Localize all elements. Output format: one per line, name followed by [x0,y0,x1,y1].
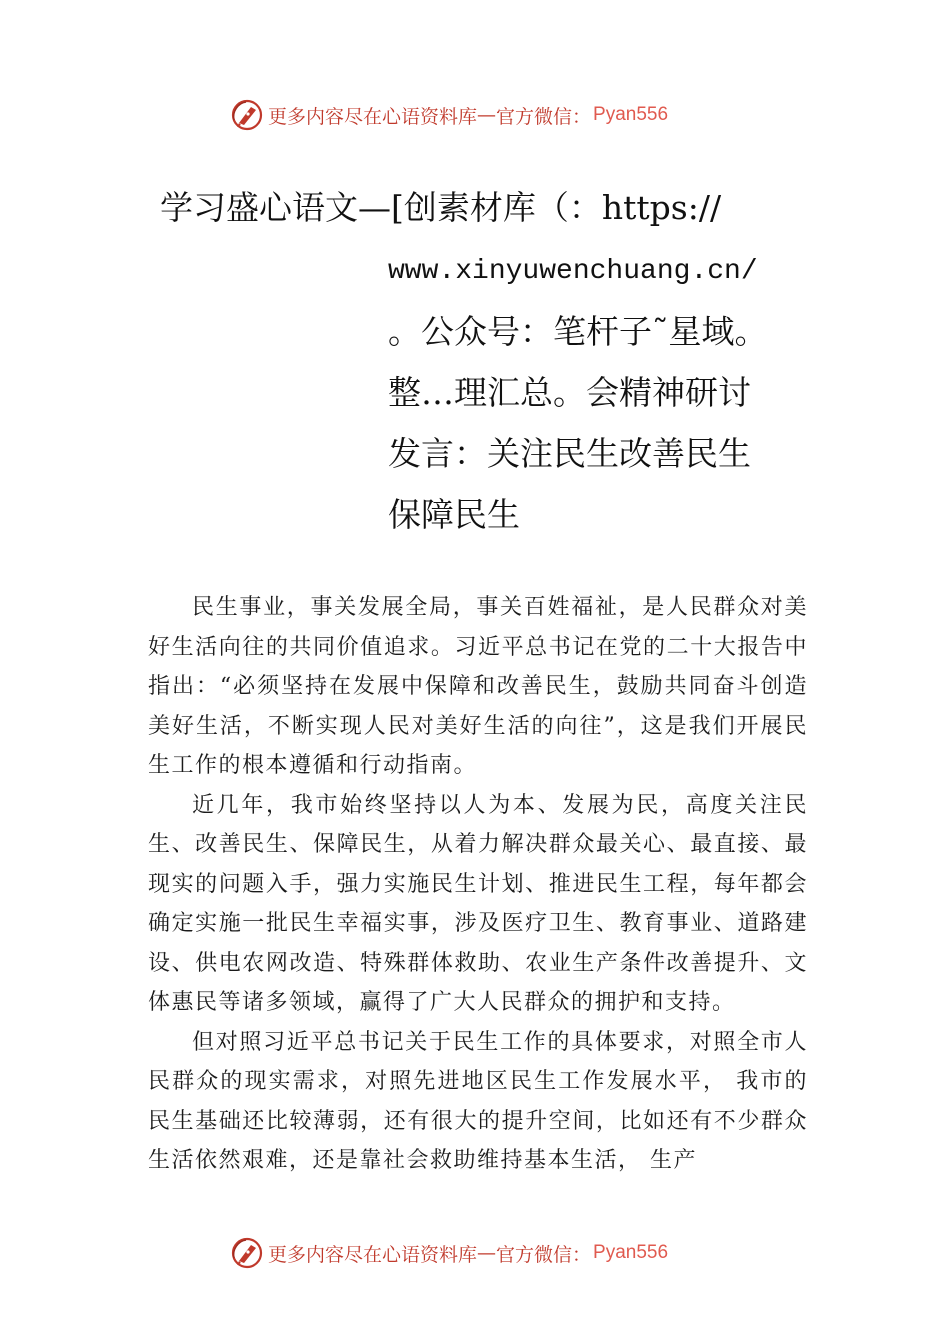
footer-separator: — [477,1242,497,1264]
header-wechat-id: Pyan556 [593,104,669,125]
footer-banner [230,1233,750,1273]
footer-wechat-label: 官方微信： [496,1243,592,1266]
title-line-4: 整…理汇总。会精神研讨 [388,373,751,412]
title-line-5: 发言：关注民生改善民生 [388,434,751,473]
pen-nib-icon [230,98,264,132]
footer-brand-text: 更多内容尽在心语资料库 [268,1243,478,1266]
header-brand-text: 更多内容尽在心语资料库 [268,105,478,128]
paragraph-3: 但对照习近平总书记关于民生工作的具体要求，对照全市人民群众的现实需求，对照先进地区民生工作发展水平， 我市的民生基础还比较薄弱，还有很大的提升空间，比如还有不少群众生活依然艰难，还是靠社会救助维持基本生活， 生产 [148,1029,808,1173]
title-line-6: 保障民生 [388,495,520,534]
paragraph-1: 民生事业，事关发展全局，事关百姓福祉，是人民群众对美好生活向往的共同价值追求。习近平总书记在党的二十大报告中指出：“必须坚持在发展中保障和改善民生，鼓励共同奋斗创造美好生活，不断实现人民对美好生活的向往”，这是我们开展民生工作的根本遵循和行动指南。 [148,595,808,778]
document-body [148,588,808,1181]
title-line-1: 学习盛心语文—[创素材库（：https:// [160,188,722,227]
footer-wechat-id: Pyan556 [593,1242,669,1263]
header-wechat-label: 官方微信： [496,105,592,128]
pen-nib-icon [230,1236,264,1270]
title-line-2: www.xinyuwenchuang.cn/ [388,256,758,287]
header-banner [230,95,750,135]
paragraph-2: 近几年，我市始终坚持以人为本、发展为民，高度关注民生、改善民生、保障民生，从着力解决群众最关心、最直接、最现实的问题入手，强力实施民生计划、推进民生工程，每年都会确定实施一批民生幸福实事，涉及医疗卫生、教育事业、道路建设、供电农网改造、特殊群体救助、农业生产条件改善提升、文体惠民等诸多领域，赢得了广大人民群众的拥护和支持。 [148,792,808,1015]
header-separator: — [477,104,497,126]
title-line-3: 。公众号：笔杆子˜星域。 [388,312,768,351]
